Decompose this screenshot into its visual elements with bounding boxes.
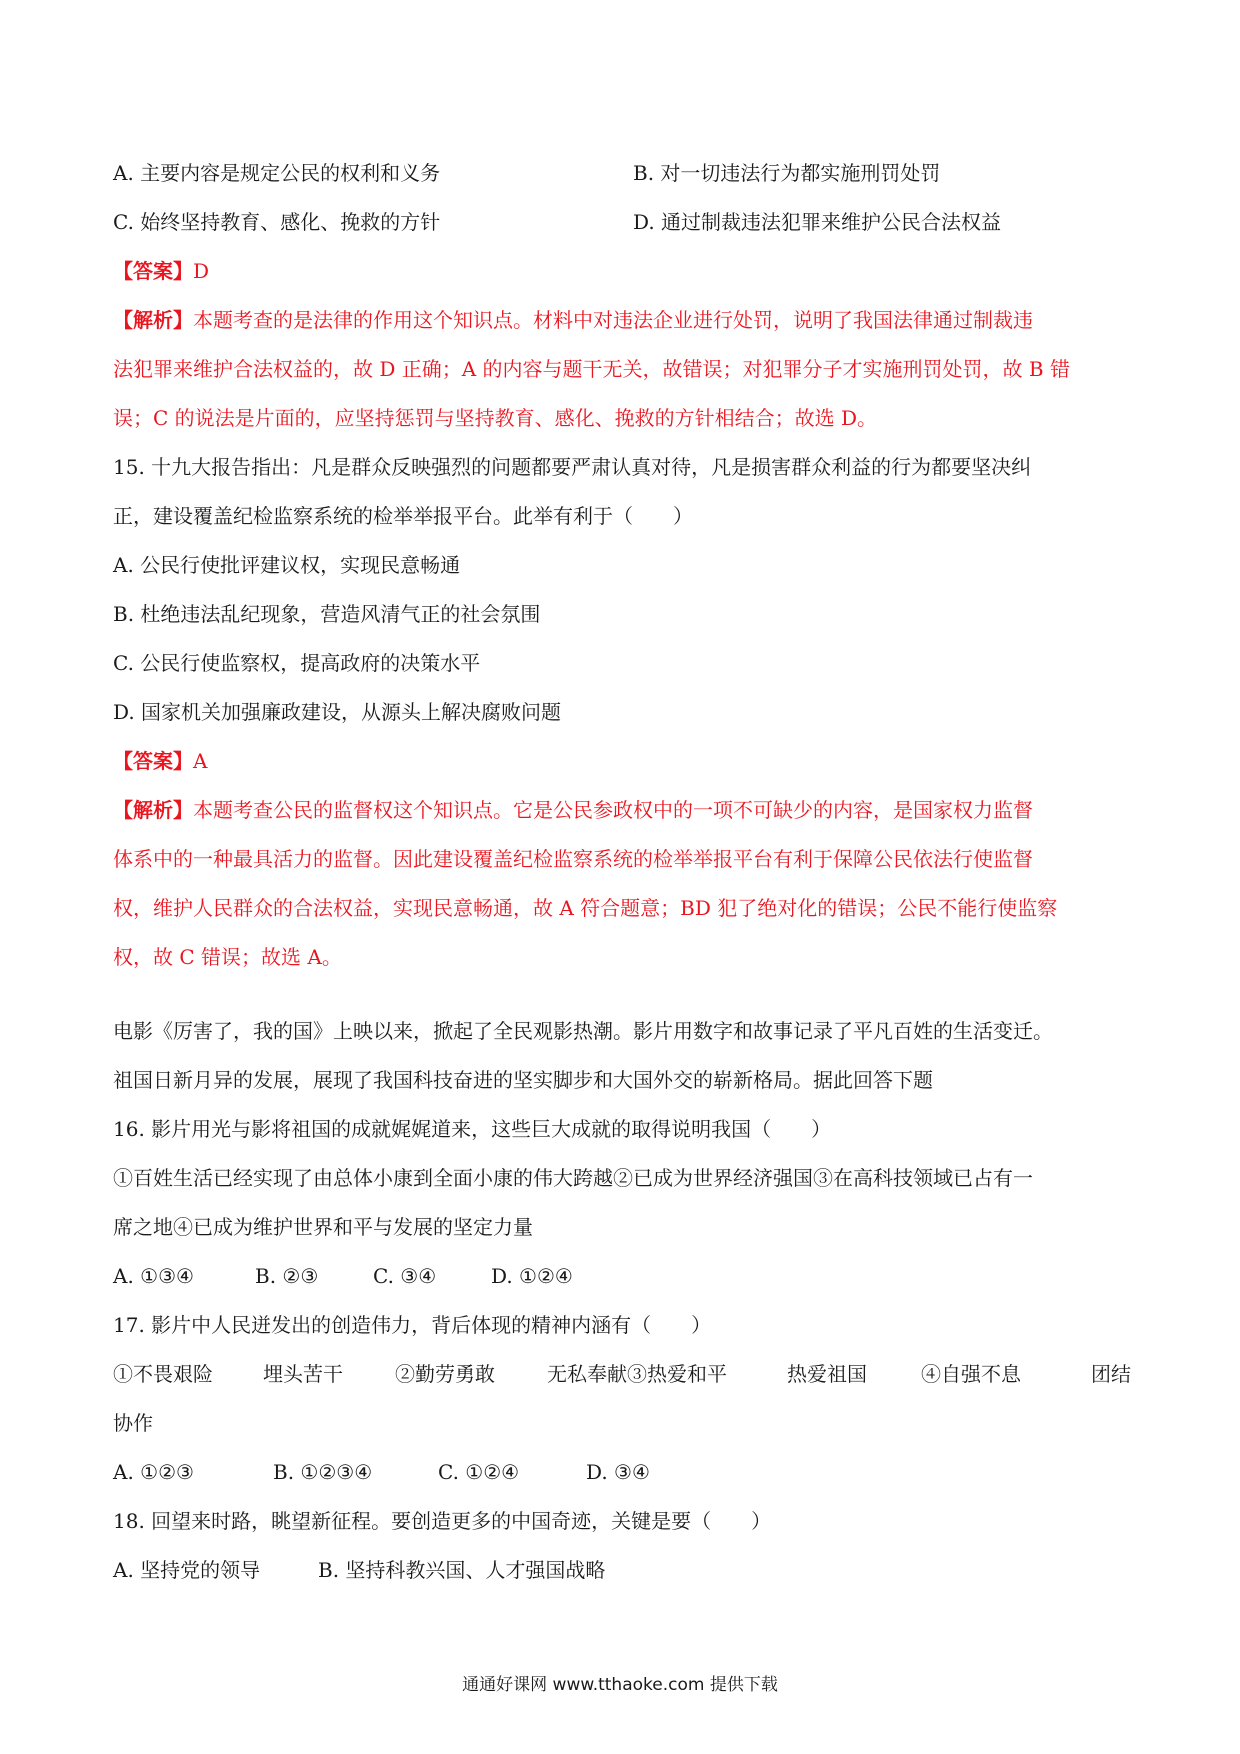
q17-option-a: A. ①②③ — [113, 1460, 194, 1484]
material-paragraph: 祖国日新月异的发展，展现了我国科技奋进的坚实脚步和大国外交的崭新格局。据此回答下题 — [113, 1068, 933, 1092]
q17-item: 无私奉献③热爱和平 — [547, 1362, 727, 1386]
q17-item: ②勤劳勇敢 — [395, 1362, 495, 1386]
q15-analysis-line: 权，故 C 错误；故选 A。 — [113, 945, 342, 969]
q14-option-d: D. 通过制裁违法犯罪来维护公民合法权益 — [633, 210, 1002, 234]
q15-answer — [113, 746, 1130, 776]
q16-option-d: D. ①②④ — [491, 1264, 573, 1288]
q17-items: 协作 — [113, 1411, 153, 1435]
q16-items: 席之地④已成为维护世界和平与发展的坚定力量 — [113, 1215, 533, 1239]
q15-analysis-line: 权，维护人民群众的合法权益，实现民意畅通，故 A 符合题意；BD 犯了绝对化的错误；公民不能行使监察 — [113, 896, 1058, 920]
q18-option-b: B. 坚持科教兴国、人才强国战略 — [318, 1558, 606, 1582]
q14-option-b: B. 对一切违法行为都实施刑罚处罚 — [633, 161, 941, 185]
q14-option-a: A. 主要内容是规定公民的权利和义务 — [113, 161, 441, 185]
q14-answer — [113, 256, 1130, 286]
q15-option-a: A. 公民行使批评建议权，实现民意畅通 — [113, 553, 461, 577]
q16-option-c: C. ③④ — [373, 1264, 437, 1288]
q16-stem: 16. 影片用光与影将祖国的成就娓娓道来，这些巨大成就的取得说明我国（ ） — [113, 1117, 832, 1141]
q15-analysis-line: 体系中的一种最具活力的监督。因此建设覆盖纪检监察系统的检举举报平台有利于保障公民依法行使监督 — [113, 847, 1033, 871]
analysis-tag: 【解析】 — [113, 798, 193, 822]
q15-stem: 正，建设覆盖纪检监察系统的检举举报平台。此举有利于（ ） — [113, 504, 693, 528]
q17-item: ④自强不息 — [921, 1362, 1021, 1386]
q17-option-c: C. ①②④ — [438, 1460, 520, 1484]
q16-option-a: A. ①③④ — [113, 1264, 194, 1288]
q17-options — [113, 1457, 1130, 1487]
answer-value: A — [193, 749, 208, 773]
q17-item: 埋头苦干 — [263, 1362, 343, 1386]
q15-option-b: B. 杜绝违法乱纪现象，营造风清气正的社会氛围 — [113, 602, 541, 626]
analysis-text: 本题考查的是法律的作用这个知识点。材料中对违法企业进行处罚，说明了我国法律通过制裁违 — [193, 308, 1033, 332]
q18-stem: 18. 回望来时路，眺望新征程。要创造更多的中国奇迹，关键是要（ ） — [113, 1509, 772, 1533]
analysis-text: 本题考查公民的监督权这个知识点。它是公民参政权中的一项不可缺少的内容，是国家权力监督 — [193, 798, 1033, 822]
material-paragraph: 电影《厉害了，我的国》上映以来，掀起了全民观影热潮。影片用数字和故事记录了平凡百姓的生活变迁。 — [113, 1019, 1053, 1043]
q14-option-c: C. 始终坚持教育、感化、挽救的方针 — [113, 210, 441, 234]
q17-stem: 17. 影片中人民迸发出的创造伟力，背后体现的精神内涵有（ ） — [113, 1313, 712, 1337]
q14-options-row2 — [113, 207, 1130, 237]
answer-value: D — [193, 259, 210, 283]
q15-option-d: D. 国家机关加强廉政建设，从源头上解决腐败问题 — [113, 700, 562, 724]
q17-item: 热爱祖国 — [787, 1362, 867, 1386]
q17-items — [113, 1359, 1130, 1389]
q17-item: 团结 — [1091, 1362, 1131, 1386]
analysis-tag: 【解析】 — [113, 308, 193, 332]
q17-option-d: D. ③④ — [586, 1460, 650, 1484]
q16-items: ①百姓生活已经实现了由总体小康到全面小康的伟大跨越②已成为世界经济强国③在高科技领域已占有一 — [113, 1166, 1033, 1190]
q17-option-b: B. ①②③④ — [273, 1460, 373, 1484]
q18-options — [113, 1555, 1130, 1585]
q17-item: ①不畏艰险 — [113, 1362, 213, 1386]
q14-analysis-line: 误；C 的说法是片面的，应坚持惩罚与坚持教育、感化、挽救的方针相结合；故选 D。 — [113, 406, 878, 430]
q14-analysis-line — [113, 305, 1130, 335]
q14-options-row1 — [113, 158, 1130, 188]
q15-stem: 15. 十九大报告指出：凡是群众反映强烈的问题都要严肃认真对待，凡是损害群众利益的行为都要坚决纠 — [113, 455, 1032, 479]
q15-option-c: C. 公民行使监察权，提高政府的决策水平 — [113, 651, 481, 675]
q18-option-a: A. 坚持党的领导 — [113, 1558, 261, 1582]
q14-analysis-line: 法犯罪来维护合法权益的，故 D 正确；A 的内容与题干无关，故错误；对犯罪分子才实施刑罚处罚，故 B 错 — [113, 357, 1070, 381]
q16-option-b: B. ②③ — [255, 1264, 319, 1288]
answer-tag: 【答案】 — [113, 259, 193, 283]
q16-options — [113, 1261, 1130, 1291]
page-footer: 通通好课网 www.tthaoke.com 提供下载 — [462, 1675, 778, 1695]
answer-tag: 【答案】 — [113, 749, 193, 773]
q15-analysis-line — [113, 795, 1130, 825]
